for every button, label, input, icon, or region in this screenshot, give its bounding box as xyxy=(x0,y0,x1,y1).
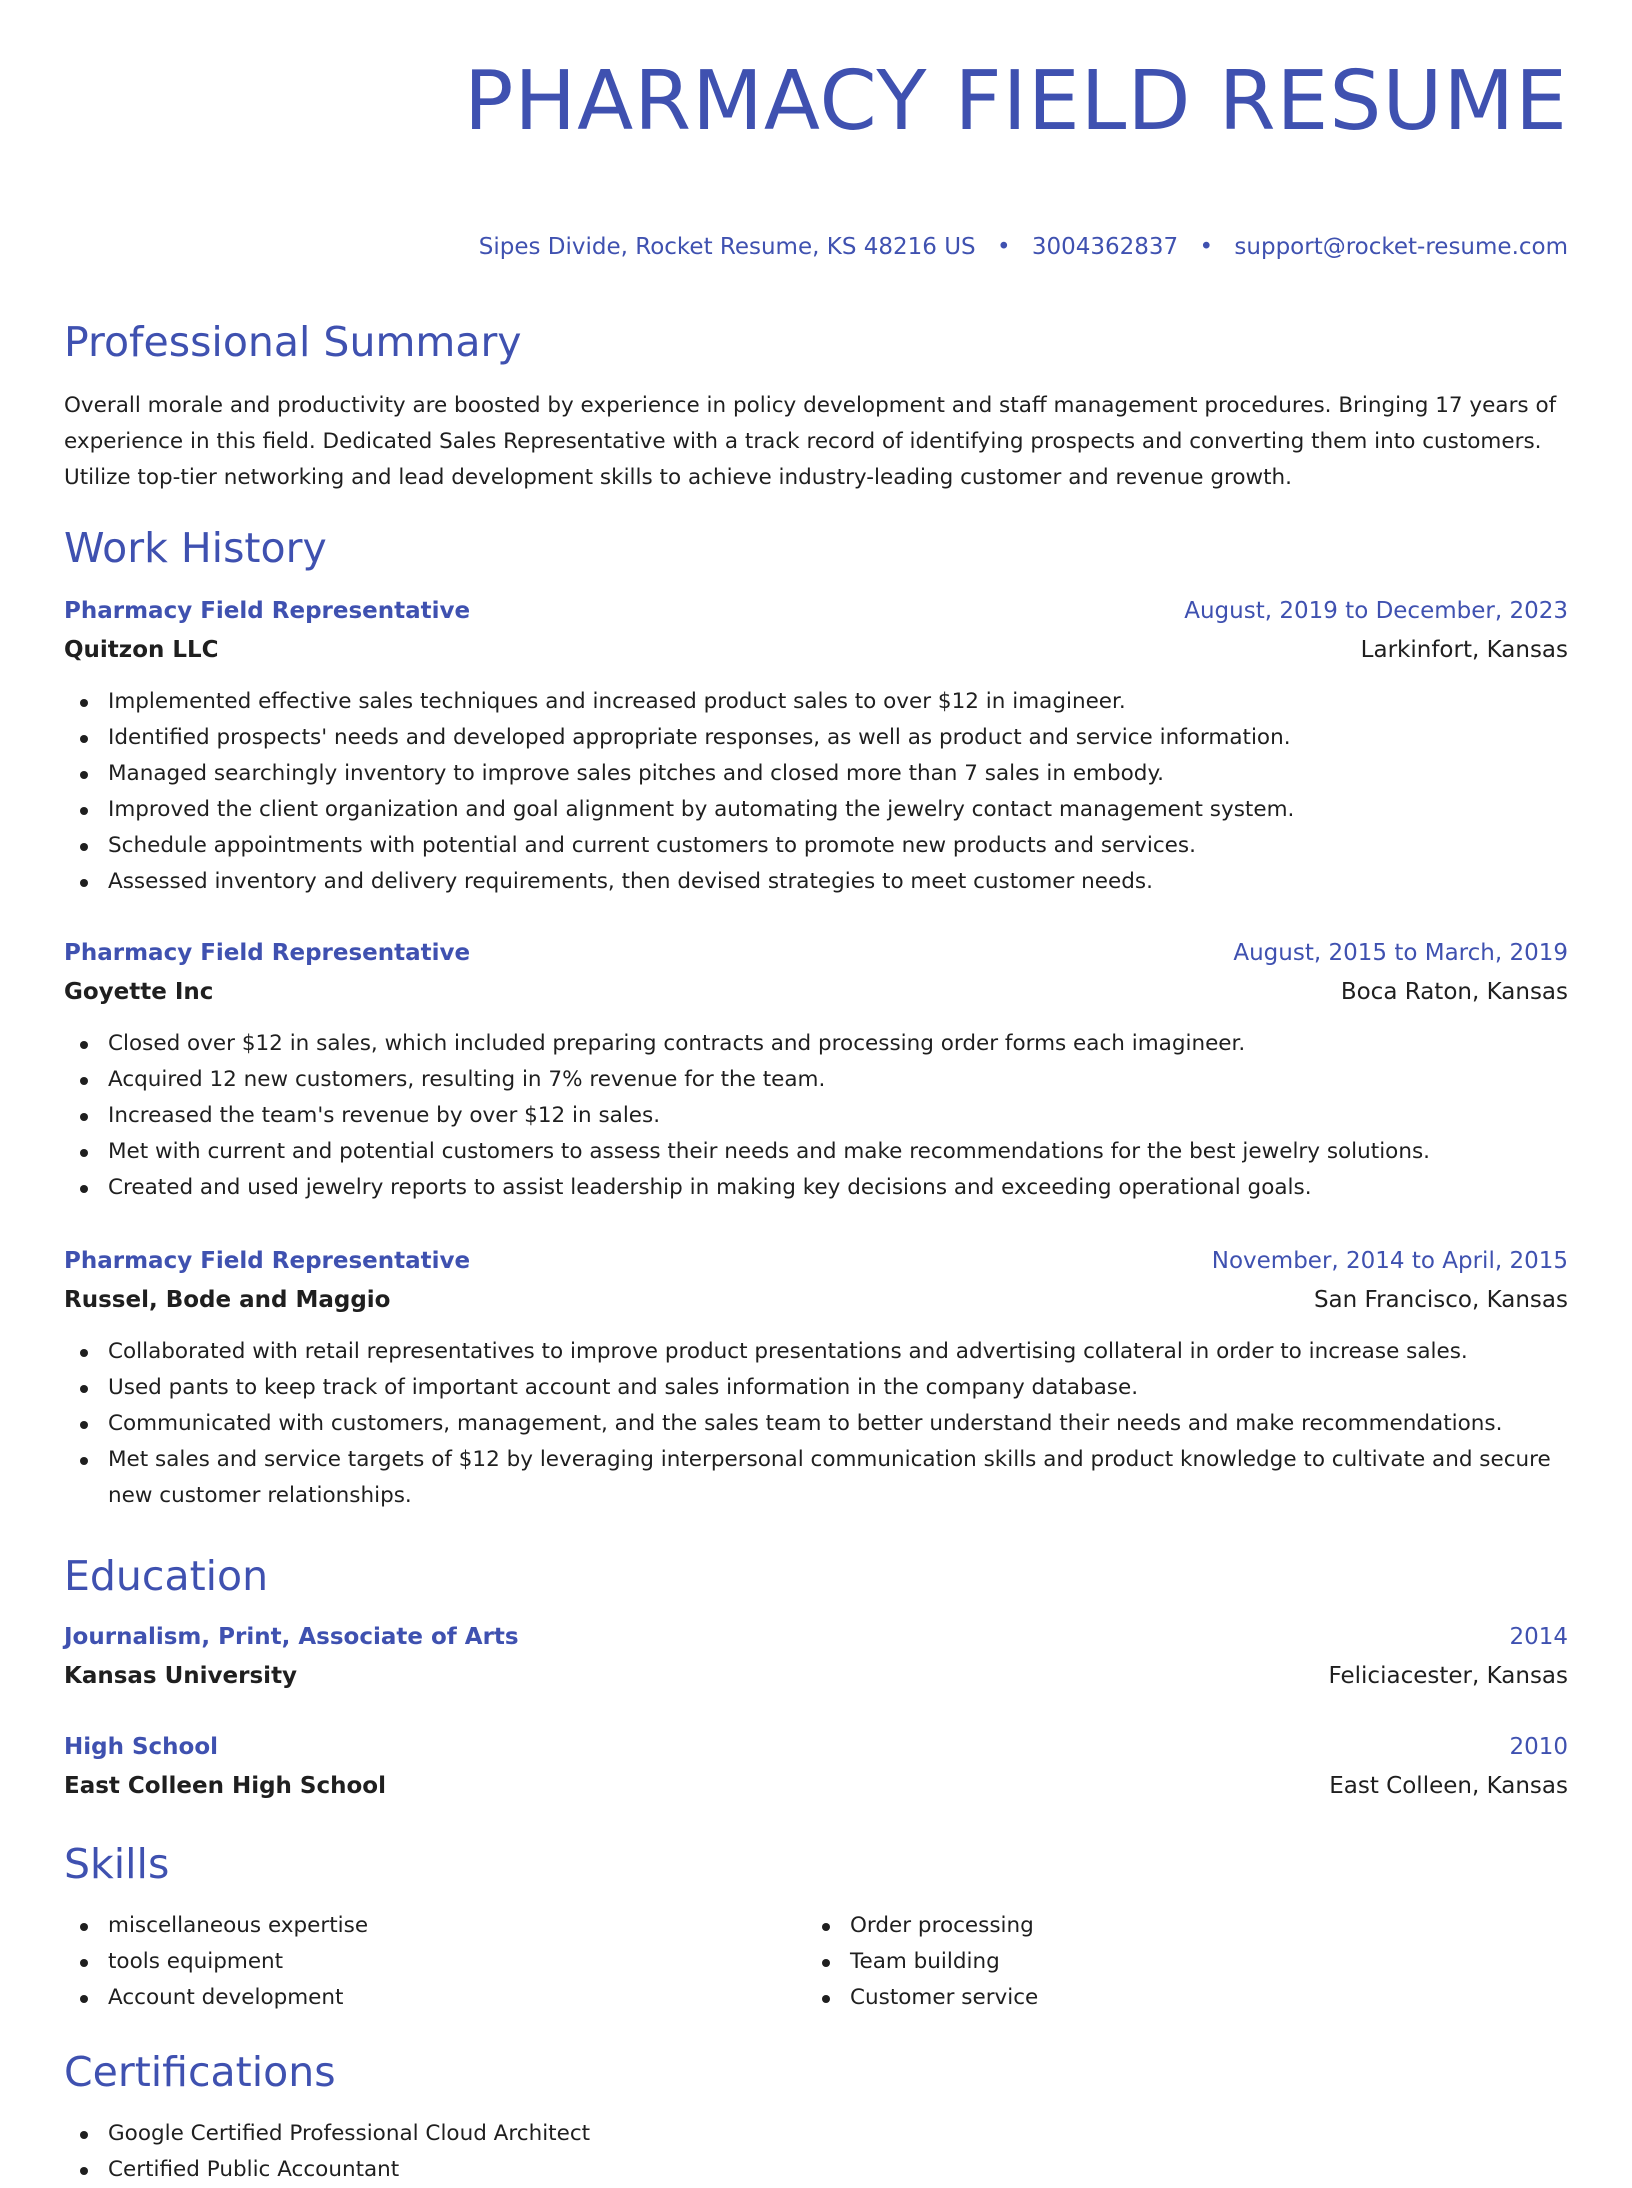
skill-item: Account development xyxy=(64,1980,806,2016)
list-item: Identified prospects' needs and developed appropriate responses, as well as product and service information. xyxy=(64,720,1568,756)
job-location: Boca Raton, Kansas xyxy=(1340,979,1568,1005)
skills-heading: Skills xyxy=(64,1840,170,1888)
list-item: Assessed inventory and delivery requirements, then devised strategies to meet customer needs. xyxy=(64,864,1568,900)
contact-separator: • xyxy=(996,234,1011,260)
certification-item: Certified Public Accountant xyxy=(64,2152,1568,2188)
contact-line xyxy=(479,234,1568,260)
job-company: Quitzon LLC xyxy=(64,637,219,663)
list-item: Collaborated with retail representatives to improve product presentations and advertising collateral in order to increase sales. xyxy=(64,1334,1568,1370)
list-item: Acquired 12 new customers, resulting in 7% revenue for the team. xyxy=(64,1062,1568,1098)
job-company: Russel, Bode and Maggio xyxy=(64,1287,391,1313)
skill-item: Order processing xyxy=(806,1908,1548,1944)
contact-phone: 3004362837 xyxy=(1031,234,1179,260)
skills-list xyxy=(64,1908,1568,2016)
education-degree: High School xyxy=(64,1734,219,1760)
job-dates: November, 2014 to April, 2015 xyxy=(1211,1248,1568,1274)
list-item: Increased the team's revenue by over $12 in sales. xyxy=(64,1098,1568,1134)
job-bullets xyxy=(64,684,1568,900)
list-item: Improved the client organization and goal alignment by automating the jewelry contact management system. xyxy=(64,792,1568,828)
resume-name: PHARMACY FIELD RESUME xyxy=(463,54,1568,149)
education-school: East Colleen High School xyxy=(64,1773,386,1799)
education-year: 2010 xyxy=(1509,1734,1568,1760)
certifications-list xyxy=(64,2116,1568,2188)
summary-heading: Professional Summary xyxy=(64,318,522,366)
list-item: Closed over $12 in sales, which included preparing contracts and processing order forms each imagineer. xyxy=(64,1026,1568,1062)
job-entry xyxy=(64,592,1568,900)
skills-column-right xyxy=(806,1908,1548,2016)
list-item: Used pants to keep track of important account and sales information in the company database. xyxy=(64,1370,1568,1406)
job-dates: August, 2015 to March, 2019 xyxy=(1233,940,1568,966)
skill-item: tools equipment xyxy=(64,1944,806,1980)
list-item: Met sales and service targets of $12 by leveraging interpersonal communication skills and product knowledge to cultivate and secure new customer relationships. xyxy=(64,1442,1568,1514)
job-entry xyxy=(64,934,1568,1206)
education-entry xyxy=(64,1728,1568,1806)
skill-item: Customer service xyxy=(806,1980,1548,2016)
list-item: Met with current and potential customers to assess their needs and make recommendations for the best jewelry solutions. xyxy=(64,1134,1568,1170)
list-item: Schedule appointments with potential and current customers to promote new products and services. xyxy=(64,828,1568,864)
job-bullets xyxy=(64,1026,1568,1206)
education-location: Feliciacester, Kansas xyxy=(1328,1663,1568,1689)
skills-column-left xyxy=(64,1908,806,2016)
job-location: Larkinfort, Kansas xyxy=(1360,637,1568,663)
list-item: Implemented effective sales techniques and increased product sales to over $12 in imagineer. xyxy=(64,684,1568,720)
summary-text: Overall morale and productivity are boosted by experience in policy development and staff management procedures. Bringing 17 years of experience in this field. Dedicated Sales Representative with a track record of identifying prospects and converting them into customers. Utilize top-tier networking and lead development skills to achieve industry-leading customer and revenue growth. xyxy=(64,393,1557,490)
list-item: Created and used jewelry reports to assist leadership in making key decisions and exceeding operational goals. xyxy=(64,1170,1568,1206)
list-item: Communicated with customers, management, and the sales team to better understand their needs and make recommendations. xyxy=(64,1406,1568,1442)
job-company: Goyette Inc xyxy=(64,979,214,1005)
job-title: Pharmacy Field Representative xyxy=(64,940,471,966)
education-degree: Journalism, Print, Associate of Arts xyxy=(64,1624,519,1650)
contact-email: support@rocket-resume.com xyxy=(1234,234,1568,260)
certification-item: Google Certified Professional Cloud Architect xyxy=(64,2116,1568,2152)
skill-item: miscellaneous expertise xyxy=(64,1908,806,1944)
certifications-heading: Certifications xyxy=(64,2048,336,2096)
education-location: East Colleen, Kansas xyxy=(1329,1773,1568,1799)
skill-item: Team building xyxy=(806,1944,1548,1980)
certifications-bullets xyxy=(64,2116,1568,2188)
contact-address: Sipes Divide, Rocket Resume, KS 48216 US xyxy=(478,234,976,260)
resume-page xyxy=(0,52,1632,2182)
job-location: San Francisco, Kansas xyxy=(1313,1287,1568,1313)
education-entry xyxy=(64,1618,1568,1696)
job-title: Pharmacy Field Representative xyxy=(64,598,471,624)
job-entry xyxy=(64,1242,1568,1514)
work-history-heading: Work History xyxy=(64,524,327,572)
list-item: Managed searchingly inventory to improve sales pitches and closed more than 7 sales in embody. xyxy=(64,756,1568,792)
education-year: 2014 xyxy=(1509,1624,1568,1650)
job-dates: August, 2019 to December, 2023 xyxy=(1184,598,1568,624)
job-bullets xyxy=(64,1334,1568,1514)
education-heading: Education xyxy=(64,1552,269,1600)
job-title: Pharmacy Field Representative xyxy=(64,1248,471,1274)
contact-separator: • xyxy=(1199,234,1214,260)
education-school: Kansas University xyxy=(64,1663,298,1689)
